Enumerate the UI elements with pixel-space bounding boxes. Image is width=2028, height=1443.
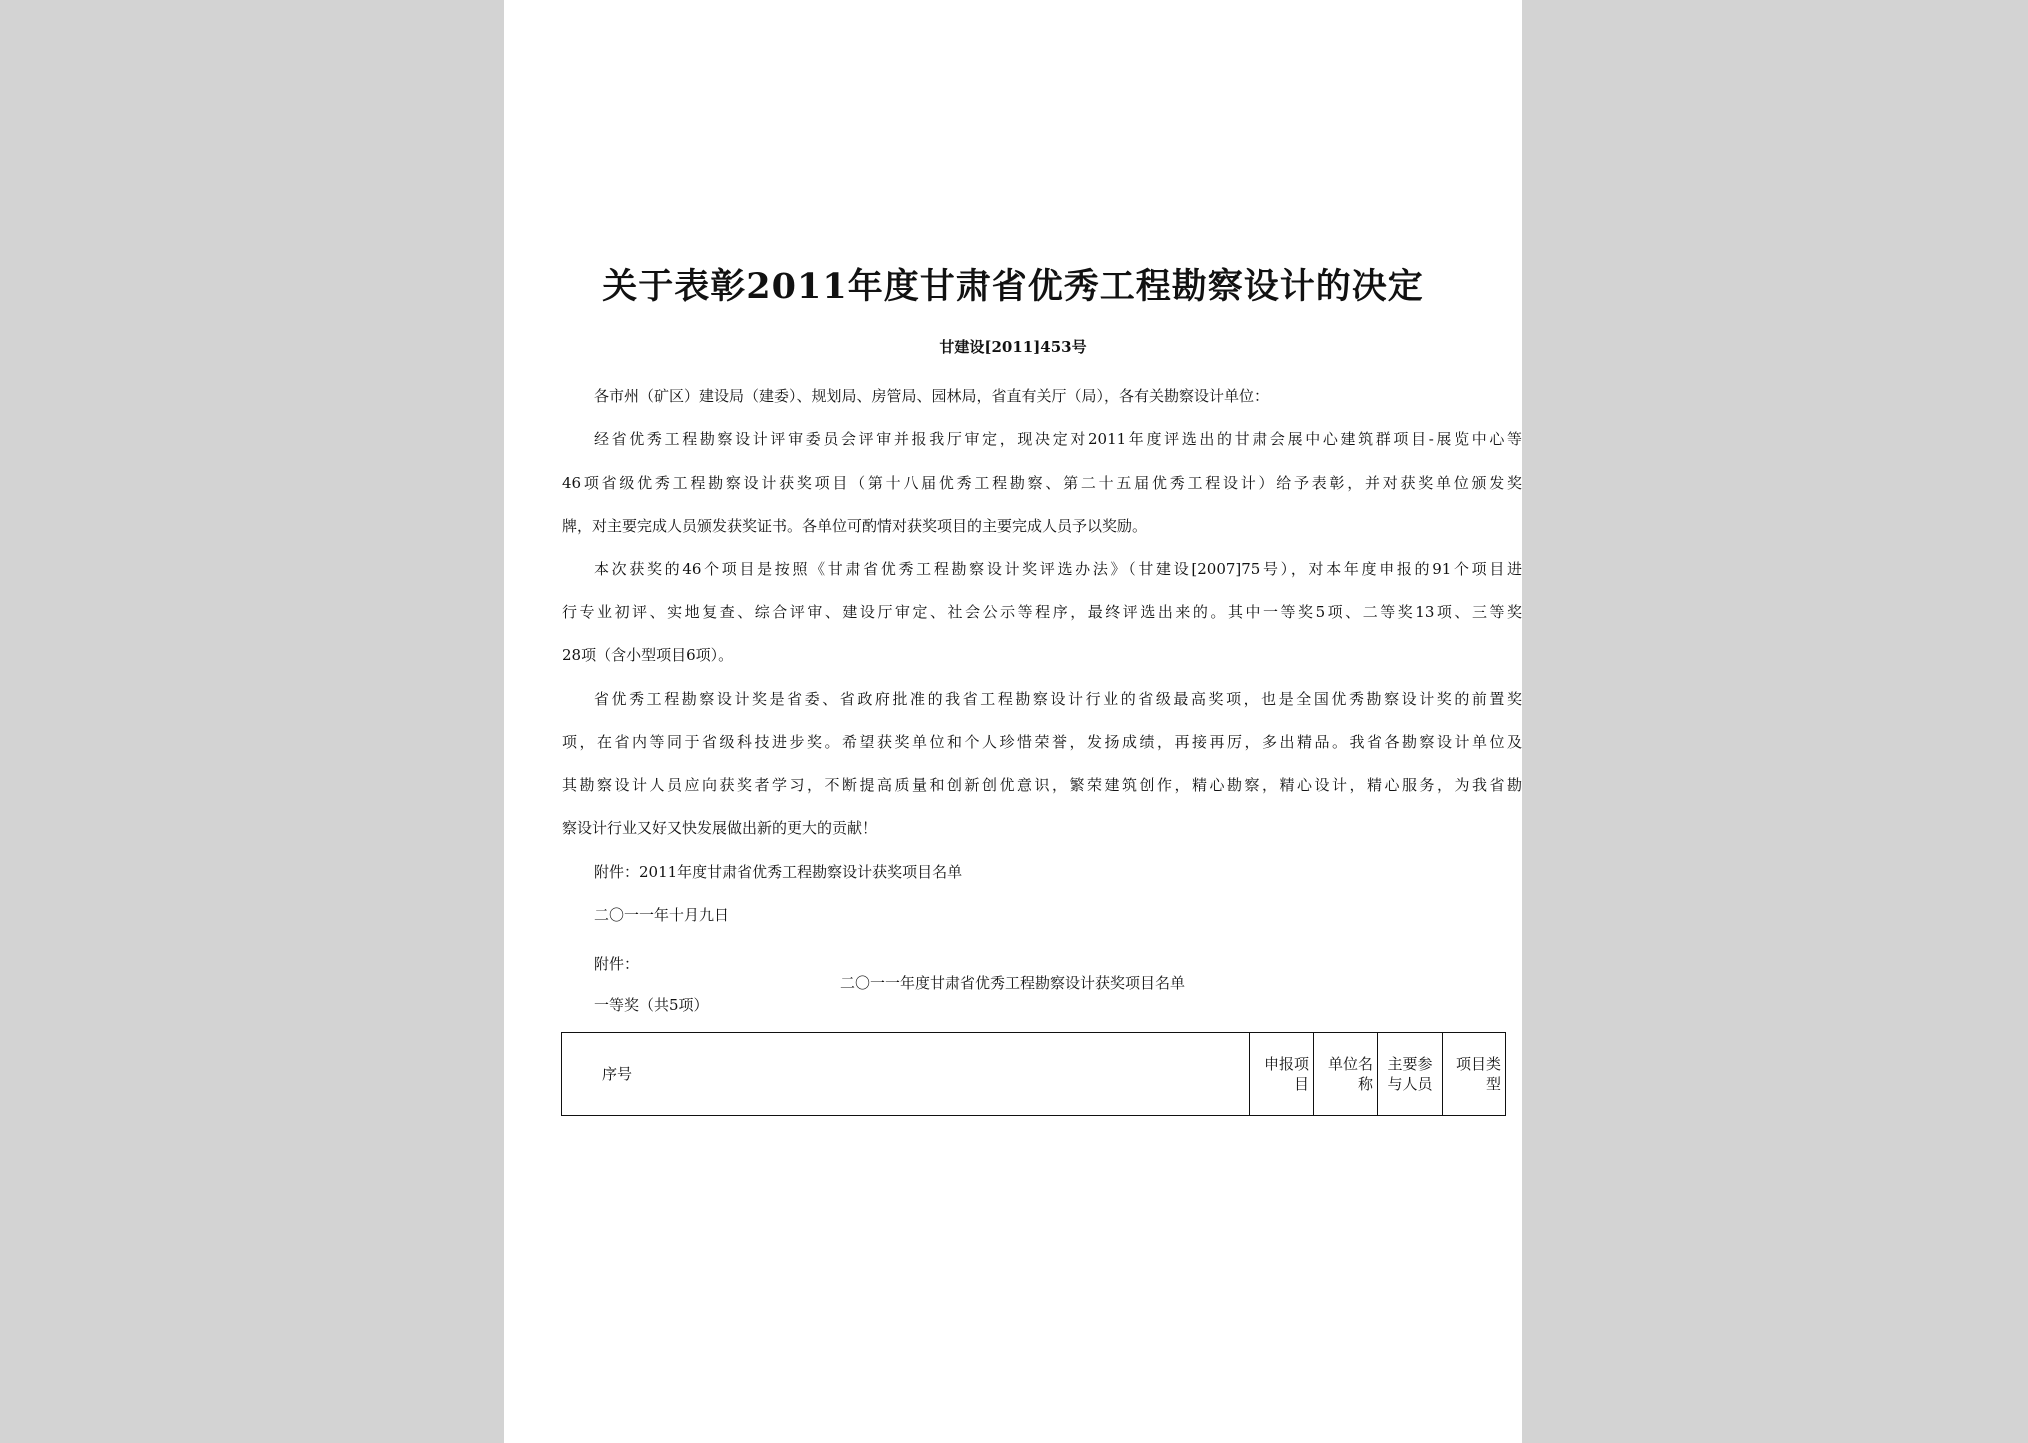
- paragraph-line: 46项省级优秀工程勘察设计获奖项目（第十八届优秀工程勘察、第二十五届优秀工程设计）给予表彰，并对获奖单位颁发奖: [562, 474, 1522, 492]
- salutation: 各市州（矿区）建设局（建委）、规划局、房管局、园林局，省直有关厅（局），各有关勘察设计单位：: [594, 387, 1270, 405]
- header-seq: 序号: [562, 1033, 1250, 1116]
- paragraph-line: 牌，对主要完成人员颁发获奖证书。各单位可酌情对获奖项目的主要完成人员予以奖励。: [562, 517, 1148, 535]
- award-table: [561, 1032, 1506, 1116]
- paragraph-line: 28项（含小型项目6项）。: [562, 646, 734, 664]
- header-unit: 单位名称: [1314, 1033, 1378, 1116]
- annex-title: 二〇一一年度甘肃省优秀工程勘察设计获奖项目名单: [840, 974, 1186, 992]
- attachment-note: 附件：2011年度甘肃省优秀工程勘察设计获奖项目名单: [594, 863, 963, 881]
- table-header-row: [562, 1033, 1506, 1116]
- paragraph-line: 其勘察设计人员应向获奖者学习，不断提高质量和创新创优意识，繁荣建筑创作，精心勘察，精心设计，精心服务，为我省勘: [562, 776, 1522, 794]
- header-persons: 主要参与人员: [1378, 1033, 1443, 1116]
- paragraph-line: 项，在省内等同于省级科技进步奖。希望获奖单位和个人珍惜荣誉，发扬成绩，再接再厉，多出精品。我省各勘察设计单位及: [562, 733, 1522, 751]
- header-type: 项目类型: [1443, 1033, 1506, 1116]
- document-number: 甘建设[2011]453号: [939, 338, 1087, 356]
- document-date: 二〇一一年十月九日: [594, 906, 730, 924]
- header-project: 申报项目: [1250, 1033, 1314, 1116]
- section-label: 一等奖（共5项）: [594, 996, 709, 1014]
- annex-label: 附件：: [594, 955, 640, 973]
- paragraph-line: 察设计行业又好又快发展做出新的更大的贡献！: [562, 819, 878, 837]
- document-page: [504, 0, 1522, 1443]
- paragraph-line: 本次获奖的46个项目是按照《甘肃省优秀工程勘察设计奖评选办法》（甘建设[2007]75号），对本年度申报的91个项目进: [594, 560, 1522, 578]
- document-title: 关于表彰2011年度甘肃省优秀工程勘察设计的决定: [602, 266, 1424, 307]
- paragraph-line: 行专业初评、实地复查、综合评审、建设厅审定、社会公示等程序，最终评选出来的。其中一等奖5项、二等奖13项、三等奖: [562, 603, 1522, 621]
- paragraph-line: 经省优秀工程勘察设计评审委员会评审并报我厅审定，现决定对2011年度评选出的甘肃会展中心建筑群项目-展览中心等: [594, 430, 1522, 448]
- paragraph-line: 省优秀工程勘察设计奖是省委、省政府批准的我省工程勘察设计行业的省级最高奖项，也是全国优秀勘察设计奖的前置奖: [594, 690, 1522, 708]
